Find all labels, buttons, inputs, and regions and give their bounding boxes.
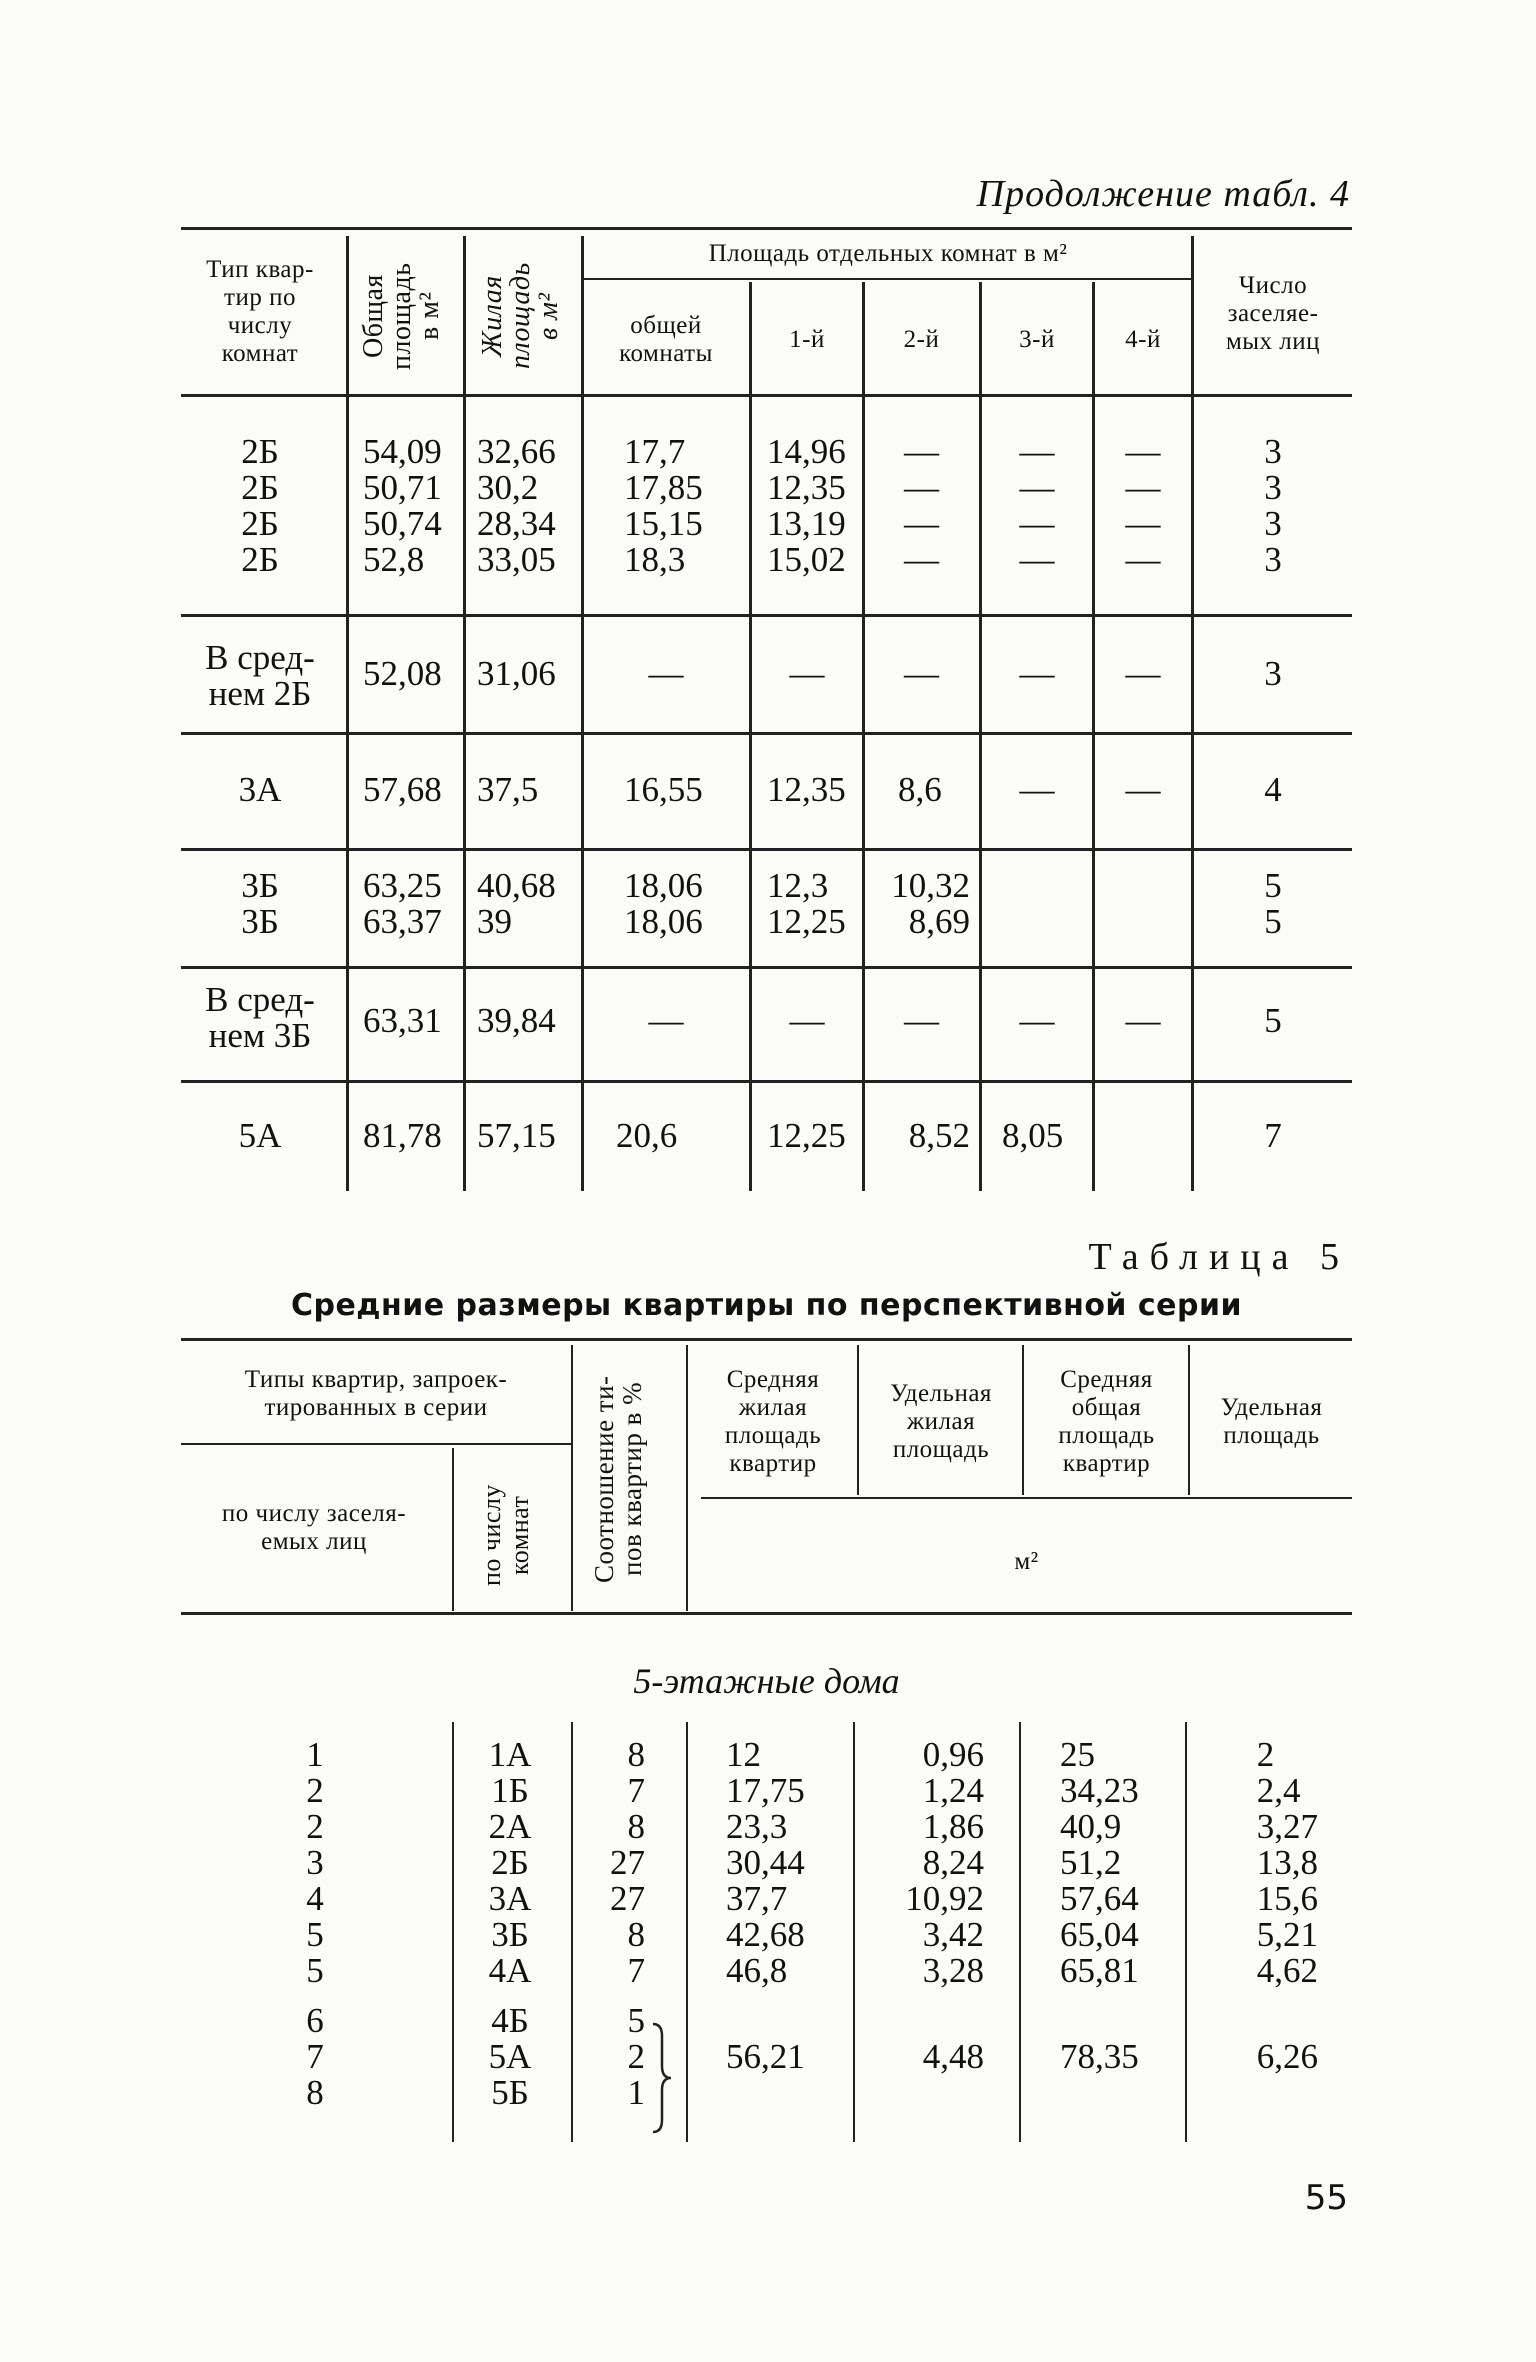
table5-spec-living-cell: 4,48: [922, 2037, 984, 2076]
table4-col-rule: [1092, 282, 1095, 1191]
table4-total-cell: 54,09 50,71 50,74 52,8: [363, 432, 442, 579]
table5-avg-living-cell: 37,7: [726, 1879, 788, 1918]
table4-type-cell: 2Б 2Б 2Б 2Б: [241, 432, 279, 579]
table4-header-total-area: Общая площадь в м²: [358, 262, 445, 370]
table4-rule-2: [181, 732, 1352, 735]
table5-persons-cell: 5: [306, 1915, 324, 1954]
table5-persons-col: [285, 1737, 345, 2111]
table5-avg-total-col: [1060, 1737, 1139, 2075]
table5-col-rule: [571, 1722, 573, 2142]
table4-common-cell: 17,7 17,85 15,15 18,3: [624, 432, 703, 579]
table5-ratio-cell: 8: [627, 1735, 645, 1774]
table4-living-cell: 40,68 39: [477, 866, 556, 941]
table4-persons-cell: 4: [1264, 770, 1282, 809]
table5-ratio-cell: 8: [627, 1915, 645, 1954]
table4-common-cell: 20,6: [616, 1116, 678, 1155]
table4-total-cell: 57,68: [363, 770, 442, 809]
table5-ratio-cell: 7: [627, 1951, 645, 1990]
table5-spec-total-cell: 4,62: [1256, 1951, 1318, 1990]
table5-spec-total-cell: 3,27: [1256, 1807, 1318, 1846]
table5-rooms-cell: 4Б: [491, 2001, 529, 2040]
table5-spec-total-cell: 2,4: [1256, 1771, 1301, 1810]
table4-room2-cell: —: [904, 654, 939, 693]
table4-room2-cell: — — — —: [904, 432, 939, 579]
table4-header-rule: [181, 394, 1352, 397]
table5-col-rule: [1019, 1722, 1021, 2142]
table5-avg-living-col: [726, 1737, 805, 2075]
table4-header-living-area: Жилая площадь в м²: [477, 262, 564, 370]
table5-spec-living-col: [905, 1737, 984, 2075]
table5-spec-living-cell: 1,86: [922, 1807, 984, 1846]
table4-total-cell: 52,08: [363, 654, 442, 693]
page-number: 55: [1304, 2178, 1348, 2218]
table4-col-rule: [979, 282, 982, 1191]
table5-spec-total-cell: 15,6: [1256, 1879, 1318, 1918]
table4-header-type: Тип квар- тир по числу комнат: [206, 256, 314, 367]
table4-header-room1: 1-й: [789, 326, 825, 353]
table4-room4-cell: —: [1125, 654, 1161, 693]
table5-persons-cell: 5: [306, 1951, 324, 1990]
table4-type-cell: 3А: [238, 770, 282, 809]
table4-top-rule: [181, 227, 1352, 230]
table5-header-avg-living: Средняя жилая площадь квартир: [724, 1366, 822, 1477]
table4-persons-cell: 7: [1264, 1116, 1282, 1155]
table5-col-rule: [1022, 1345, 1024, 1495]
table4-room3-cell: —: [1019, 770, 1055, 809]
table5-col-rule: [857, 1345, 859, 1495]
table5-spec-total-cell: 5,21: [1256, 1915, 1318, 1954]
table5-col-rule: [1185, 1722, 1187, 2142]
table4-room1-cell: 14,96 12,35 13,19 15,02: [767, 432, 846, 579]
table5-col-rule: [1188, 1345, 1190, 1495]
table4-rooms-rule: [584, 278, 1192, 280]
table4-living-cell: 31,06: [477, 654, 556, 693]
table5-spec-living-cell: 3,28: [922, 1951, 984, 1990]
table5-avg-total-cell: 78,35: [1060, 2037, 1139, 2076]
table4-room1-cell: —: [789, 1001, 825, 1040]
table5-spec-total-cell: 6,26: [1256, 2037, 1318, 2076]
table4-rule-5: [181, 1080, 1352, 1083]
table4-col-rule: [749, 282, 752, 1191]
table4-living-cell: 39,84: [477, 1001, 556, 1040]
table5-header-unit: м²: [1014, 1548, 1039, 1575]
table5-header-spec-total: Удельная площадь: [1220, 1394, 1323, 1449]
table5-ratio-cell: 8: [627, 1807, 645, 1846]
table5-ratio-cell: 2: [627, 2037, 645, 2076]
table4-room1-cell: 12,3 12,25: [767, 866, 846, 941]
table5-rooms-col: [470, 1737, 550, 2111]
table4-header-room2: 2-й: [903, 326, 940, 353]
table5-avg-total-cell: 34,23: [1060, 1771, 1139, 1810]
table5-ratio-col: [600, 1737, 645, 2111]
table4-common-cell: —: [648, 1001, 684, 1040]
table5-spec-living-cell: 3,42: [922, 1915, 984, 1954]
table5-spec-living-cell: 0,96: [922, 1735, 984, 1774]
table5-group-brace: [650, 2022, 674, 2134]
table5-rooms-cell: 2Б: [491, 1843, 529, 1882]
table5-header-types-group: Типы квартир, запроек- тированных в серии: [244, 1366, 508, 1421]
table4-total-cell: 63,31: [363, 1001, 442, 1040]
table4-room2-cell: 8,6: [898, 770, 942, 809]
table5-ratio-cell: 1: [627, 2073, 645, 2112]
table4-room4-cell: — — — —: [1125, 432, 1161, 579]
table4-type-cell: 3Б 3Б: [241, 866, 279, 941]
table4-room1-cell: 12,25: [767, 1116, 846, 1155]
table4-rule-4: [181, 966, 1352, 969]
table4-living-cell: 37,5: [477, 770, 539, 809]
table5-avg-living-cell: 30,44: [726, 1843, 805, 1882]
table5-avg-living-cell: 46,8: [726, 1951, 788, 1990]
table5-col-rule: [853, 1722, 855, 2142]
table5-avg-total-cell: 65,04: [1060, 1915, 1139, 1954]
table5-types-rule: [181, 1443, 571, 1445]
table4-room3-cell: 8,05: [1002, 1116, 1064, 1155]
table4-header-room3: 3-й: [1019, 326, 1055, 353]
table5-avg-living-cell: 56,21: [726, 2037, 805, 2076]
table4-room3-cell: — — — —: [1019, 432, 1055, 579]
table5-col-rule: [571, 1345, 573, 1611]
table5-persons-cell: 3: [306, 1843, 324, 1882]
table5-spec-living-cell: 8,24: [922, 1843, 984, 1882]
table5-avg-living-cell: 17,75: [726, 1771, 805, 1810]
table4-persons-cell: 5: [1264, 1001, 1282, 1040]
table4-living-cell: 32,66 30,2 28,34 33,05: [477, 432, 556, 579]
table5-rooms-cell: 5Б: [491, 2073, 529, 2112]
table5-avg-living-cell: 42,68: [726, 1915, 805, 1954]
table5-header-spec-living: Удельная жилая площадь: [890, 1380, 992, 1463]
table4-room1-cell: 12,35: [767, 770, 846, 809]
table4-room2-cell: —: [904, 1001, 939, 1040]
table5-spec-total-cell: 13,8: [1256, 1843, 1318, 1882]
table4-persons-cell: 3 3 3 3: [1264, 432, 1282, 579]
table4-room4-cell: —: [1125, 770, 1161, 809]
table4-header-persons: Число заселяе- мых лиц: [1225, 272, 1321, 355]
table4-common-cell: —: [648, 654, 684, 693]
table5-section-heading: 5-этажные дома: [633, 1661, 900, 1701]
table5-persons-cell: 4: [306, 1879, 324, 1918]
table5-header-rule: [181, 1612, 1352, 1615]
table4-rule-3: [181, 848, 1352, 851]
table5-rooms-cell: 3Б: [491, 1915, 529, 1954]
table5-header-ratio: Соотношение ти- пов квартир в %: [589, 1375, 647, 1583]
table5-ratio-cell: 27: [610, 1879, 645, 1918]
table5-persons-cell: 8: [306, 2073, 324, 2112]
table4-type-cell: 5А: [238, 1116, 282, 1155]
table5-col-rule: [686, 1722, 688, 2142]
table5-header-by-rooms: по числу комнат: [477, 1484, 534, 1586]
table4-room1-cell: —: [789, 654, 825, 693]
table5-persons-cell: 7: [306, 2037, 324, 2076]
table4-header-rooms-group: Площадь отдельных комнат в м²: [708, 240, 1068, 267]
table5-persons-cell: 1: [306, 1735, 324, 1774]
table5-avg-total-cell: 25: [1060, 1735, 1095, 1774]
table5-rooms-cell: 1Б: [491, 1771, 529, 1810]
table5-col-rule: [452, 1722, 454, 2142]
table4-living-cell: 57,15: [477, 1116, 556, 1155]
table4-room3-cell: —: [1019, 654, 1055, 693]
table4-type-cell: В сред- нем 3Б: [205, 980, 315, 1055]
table5-avg-total-cell: 40,9: [1060, 1807, 1122, 1846]
table5-spec-living-cell: 10,92: [905, 1879, 984, 1918]
table5-col-rule: [452, 1448, 454, 1611]
table5-spec-total-cell: 2: [1256, 1735, 1275, 1774]
table4-col-rule: [862, 282, 865, 1191]
table5-avg-total-cell: 65,81: [1060, 1951, 1139, 1990]
table5-header-by-persons: по числу заселя- емых лиц: [221, 1500, 407, 1555]
table5-ratio-cell: 27: [610, 1843, 645, 1882]
table4-col-rule: [1191, 236, 1194, 1191]
table5-spec-living-cell: 1,24: [922, 1771, 984, 1810]
table5-ratio-cell: 5: [627, 2001, 645, 2040]
table4-room2-cell: 10,32 8,69: [891, 866, 970, 941]
table5-avg-total-cell: 51,2: [1060, 1843, 1122, 1882]
table4-room4-cell: —: [1125, 1001, 1161, 1040]
table4-rule-1: [181, 614, 1352, 617]
table4-room2-cell: 8,52: [908, 1116, 970, 1155]
table4-col-rule: [346, 236, 349, 1191]
table5-col-rule: [686, 1345, 688, 1611]
table5-rooms-cell: 4А: [488, 1951, 532, 1990]
table4-type-cell: В сред- нем 2Б: [205, 638, 315, 713]
table4-caption: Продолжение табл. 4: [976, 173, 1350, 215]
table5-rooms-cell: 5А: [488, 2037, 532, 2076]
table5-spec-total-col: [1257, 1737, 1318, 2075]
table5-persons-cell: 6: [306, 2001, 324, 2040]
table5-title: Средние размеры квартиры по перспективной серии: [290, 1288, 1243, 1323]
table4-total-cell: 81,78: [363, 1116, 442, 1155]
table4-room3-cell: —: [1019, 1001, 1055, 1040]
table5-rooms-cell: 1А: [488, 1735, 532, 1774]
table5-ratio-cell: 7: [627, 1771, 645, 1810]
table4-persons-cell: 5 5: [1264, 866, 1282, 941]
table4-col-rule: [463, 236, 466, 1191]
table4-total-cell: 63,25 63,37: [363, 866, 442, 941]
table5-label: Таблица 5: [1088, 1236, 1350, 1278]
table5-header-avg-total: Средняя общая площадь квартир: [1058, 1366, 1155, 1477]
table4-persons-cell: 3: [1264, 654, 1282, 693]
table5-top-rule: [181, 1338, 1352, 1341]
table5-avg-living-cell: 23,3: [726, 1807, 788, 1846]
table4-header-common-room: общей комнаты: [619, 312, 713, 367]
table5-avg-total-cell: 57,64: [1060, 1879, 1139, 1918]
table5-avg-living-cell: 12: [726, 1735, 761, 1774]
table4-col-rule: [581, 236, 584, 1191]
table4-common-cell: 18,06 18,06: [624, 866, 703, 941]
table5-persons-cell: 2: [306, 1807, 324, 1846]
table5-persons-cell: 2: [306, 1771, 324, 1810]
table4-common-cell: 16,55: [624, 770, 703, 809]
table4-header-room4: 4-й: [1125, 326, 1161, 353]
table5-rooms-cell: 2А: [488, 1807, 532, 1846]
table5-unit-rule: [701, 1497, 1352, 1499]
table5-rooms-cell: 3А: [488, 1879, 532, 1918]
